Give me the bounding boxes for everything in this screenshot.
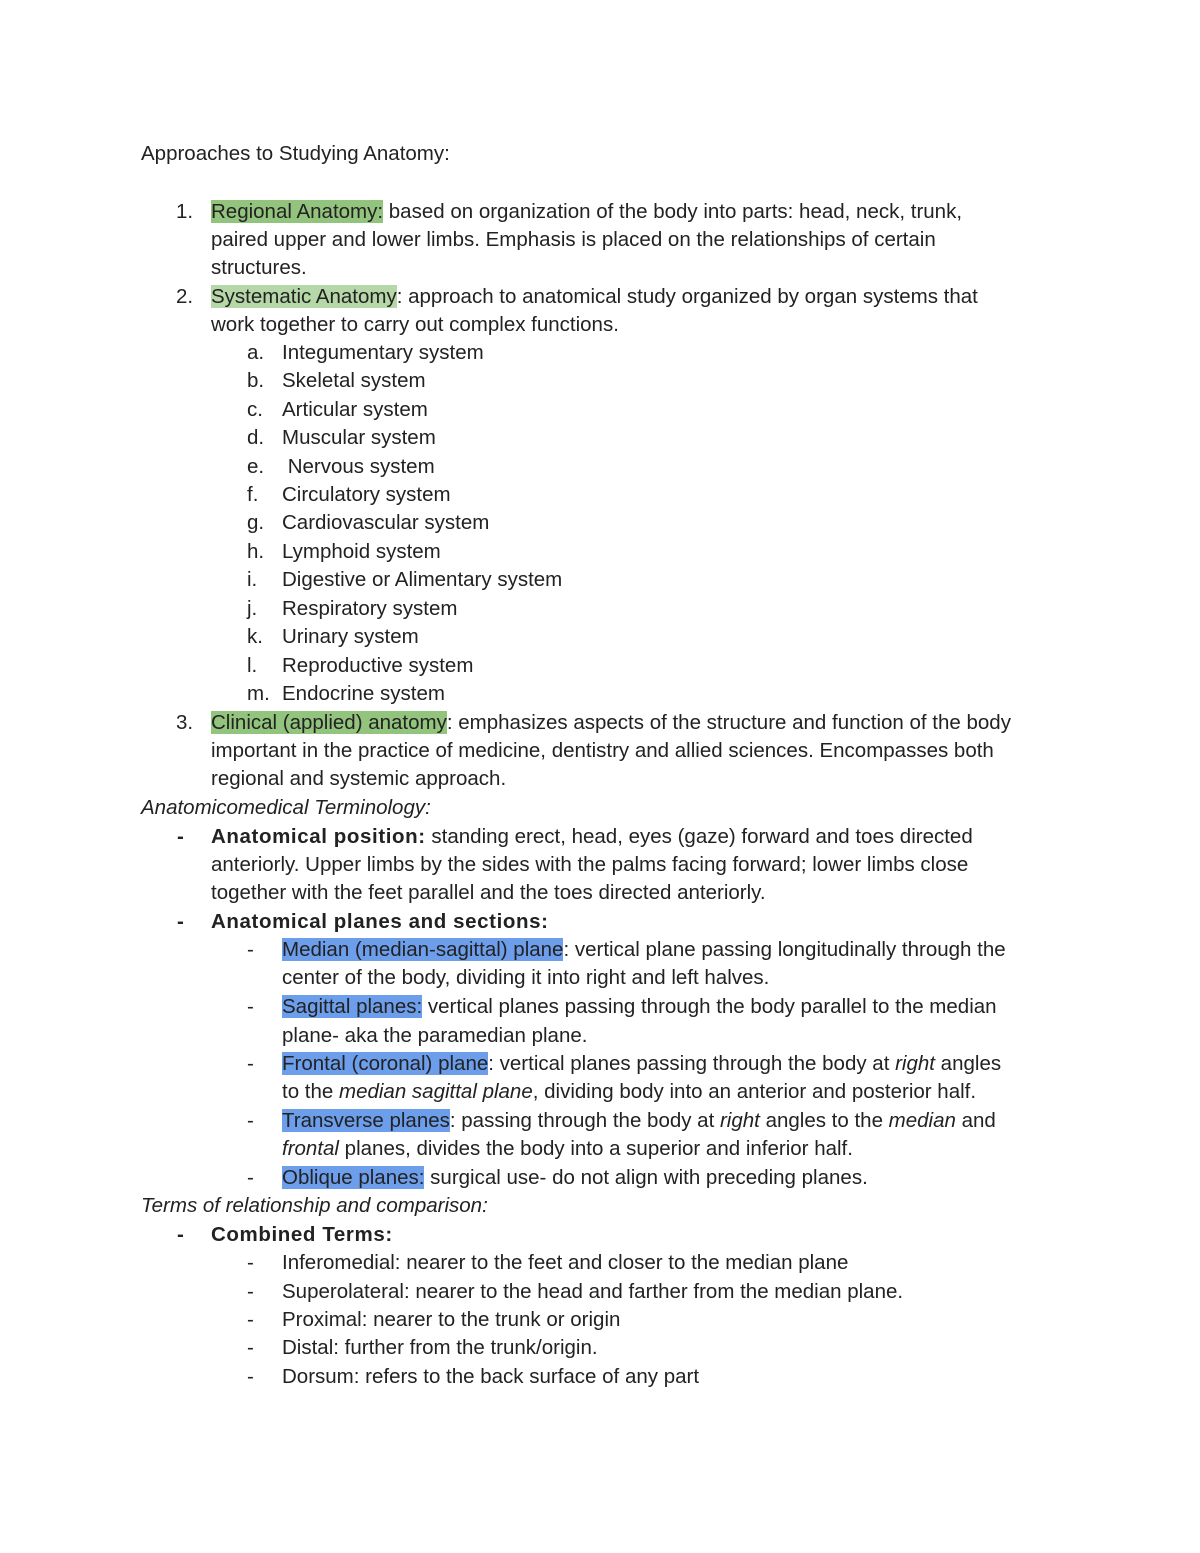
sub-list-letter: g. xyxy=(247,511,265,534)
bullet-item-combined: Combined Terms: xyxy=(211,1223,393,1246)
combined-term-item: Dorsum: refers to the back surface of any part xyxy=(282,1365,700,1388)
sub-list-letter: h. xyxy=(247,540,265,563)
sub-list-letter: j. xyxy=(247,597,258,620)
sub-list-letter: l. xyxy=(247,654,258,677)
plane-text: to the median sagittal plane, dividing body into an anterior and posterior half. xyxy=(282,1080,977,1103)
bullet: - xyxy=(177,910,185,933)
bullet: - xyxy=(177,825,185,848)
bullet-item-text: anteriorly. Upper limbs by the sides with the palms facing forward; lower limbs close xyxy=(211,853,969,876)
sub-list-letter: b. xyxy=(247,369,265,392)
sub-list-letter: e. xyxy=(247,455,265,478)
sub-list-letter: f. xyxy=(247,483,259,506)
bullet-item-position: Anatomical position: standing erect, head, eyes (gaze) forward and toes directed xyxy=(211,825,973,848)
plane-text: center of the body, dividing it into right and left halves. xyxy=(282,966,770,989)
sub-bullet: - xyxy=(247,1365,254,1388)
sub-bullet: - xyxy=(247,938,254,961)
plane-sagittal: Sagittal planes: vertical planes passing through the body parallel to the median xyxy=(282,995,997,1018)
section-heading: Anatomicomedical Terminology: xyxy=(141,796,431,819)
list-item-text: paired upper and lower limbs. Emphasis is placed on the relationships of certain xyxy=(211,228,936,251)
section-heading: Terms of relationship and comparison: xyxy=(141,1194,488,1217)
sub-list-letter: a. xyxy=(247,341,265,364)
sub-list-item: Nervous system xyxy=(282,455,435,478)
list-item-clinical: Clinical (applied) anatomy: emphasizes aspects of the structure and function of the body xyxy=(211,711,1011,734)
sub-list-letter: d. xyxy=(247,426,265,449)
plane-median: Median (median-sagittal) plane: vertical plane passing longitudinally through the xyxy=(282,938,1006,961)
highlighted-term: Oblique planes: xyxy=(282,1166,425,1189)
list-item-text: regional and systemic approach. xyxy=(211,767,507,790)
sub-bullet: - xyxy=(247,1336,254,1359)
plane-frontal: Frontal (coronal) plane: vertical planes passing through the body at right angles xyxy=(282,1052,1002,1075)
sub-list-item: Articular system xyxy=(282,398,428,421)
highlighted-term: Median (median-sagittal) plane xyxy=(282,938,564,961)
bold-term: Anatomical position: xyxy=(211,825,426,848)
combined-term-item: Proximal: nearer to the trunk or origin xyxy=(282,1308,621,1331)
sub-list-letter: i. xyxy=(247,568,258,591)
sub-list-letter: c. xyxy=(247,398,263,421)
sub-list-item: Circulatory system xyxy=(282,483,451,506)
bullet-item-text: together with the feet parallel and the toes directed anteriorly. xyxy=(211,881,766,904)
bullet-item-planes: Anatomical planes and sections: xyxy=(211,910,549,933)
sub-bullet: - xyxy=(247,1308,254,1331)
highlighted-term: Clinical (applied) anatomy xyxy=(211,711,447,734)
sub-list-item: Endocrine system xyxy=(282,682,445,705)
highlighted-term: Regional Anatomy: xyxy=(211,200,384,223)
list-number: 2. xyxy=(176,285,194,308)
highlighted-term: Sagittal planes: xyxy=(282,995,423,1018)
plane-transverse: Transverse planes: passing through the body at right angles to the median and xyxy=(282,1109,996,1132)
highlighted-term: Transverse planes xyxy=(282,1109,450,1132)
combined-term-item: Superolateral: nearer to the head and farther from the median plane. xyxy=(282,1280,904,1303)
plane-text: frontal planes, divides the body into a superior and inferior half. xyxy=(282,1137,853,1160)
combined-term-item: Distal: further from the trunk/origin. xyxy=(282,1336,598,1359)
sub-bullet: - xyxy=(247,1251,254,1274)
plane-text: plane- aka the paramedian plane. xyxy=(282,1024,588,1047)
sub-list-item: Cardiovascular system xyxy=(282,511,490,534)
list-item-text: structures. xyxy=(211,256,307,279)
sub-list-item: Integumentary system xyxy=(282,341,484,364)
bullet: - xyxy=(177,1223,185,1246)
sub-list-item: Lymphoid system xyxy=(282,540,441,563)
sub-list-item: Respiratory system xyxy=(282,597,458,620)
combined-term-item: Inferomedial: nearer to the feet and closer to the median plane xyxy=(282,1251,849,1274)
list-number: 1. xyxy=(176,200,194,223)
list-item-regional: Regional Anatomy: based on organization of the body into parts: head, neck, trunk, xyxy=(211,200,963,223)
sub-list-item: Digestive or Alimentary system xyxy=(282,568,563,591)
list-item-text: work together to carry out complex functions. xyxy=(211,313,619,336)
sub-list-letter: k. xyxy=(247,625,263,648)
list-number: 3. xyxy=(176,711,194,734)
sub-list-letter: m. xyxy=(247,682,270,705)
sub-list-item: Muscular system xyxy=(282,426,436,449)
highlighted-term: Frontal (coronal) plane xyxy=(282,1052,489,1075)
plane-oblique: Oblique planes: surgical use- do not align with preceding planes. xyxy=(282,1166,868,1189)
highlighted-term: Systematic Anatomy xyxy=(211,285,397,308)
sub-bullet: - xyxy=(247,1166,254,1189)
sub-list-item: Skeletal system xyxy=(282,369,426,392)
sub-bullet: - xyxy=(247,1052,254,1075)
sub-bullet: - xyxy=(247,1280,254,1303)
sub-bullet: - xyxy=(247,1109,254,1132)
list-item-systematic: Systematic Anatomy: approach to anatomical study organized by organ systems that xyxy=(211,285,978,308)
sub-list-item: Urinary system xyxy=(282,625,419,648)
section-heading: Approaches to Studying Anatomy: xyxy=(141,142,450,165)
list-item-text: important in the practice of medicine, dentistry and allied sciences. Encompasses both xyxy=(211,739,994,762)
sub-bullet: - xyxy=(247,995,254,1018)
sub-list-item: Reproductive system xyxy=(282,654,474,677)
